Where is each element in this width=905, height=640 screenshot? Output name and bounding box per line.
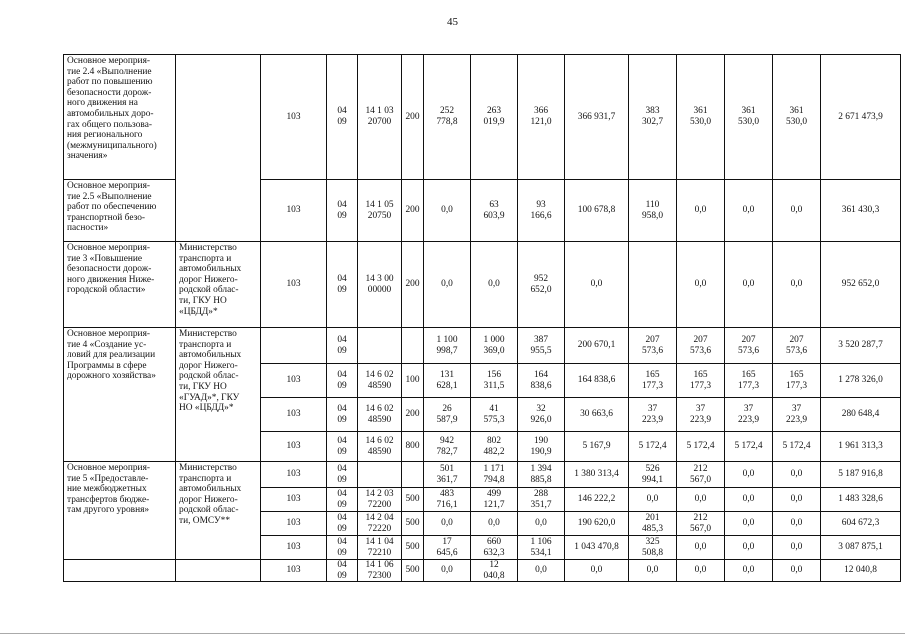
table-row <box>64 55 901 180</box>
total-cell: 952 652,0 <box>821 242 901 328</box>
expense-type-code: 200 <box>402 55 424 180</box>
total-cell: 1 483 328,6 <box>821 488 901 512</box>
amount-cell: 0,0 <box>725 180 773 242</box>
target-article-code: 14 2 04 72220 <box>358 512 402 536</box>
target-article-code: 14 6 02 48590 <box>358 364 402 398</box>
expense-type-code: 200 <box>402 398 424 432</box>
total-cell: 280 648,4 <box>821 398 901 432</box>
expense-type-code: 500 <box>402 536 424 560</box>
amount-cell: 0,0 <box>725 488 773 512</box>
amount-cell: 0,0 <box>518 560 565 582</box>
amount-cell: 37 223,9 <box>677 398 725 432</box>
amount-cell: 37 223,9 <box>773 398 821 432</box>
amount-cell: 30 663,6 <box>565 398 629 432</box>
section-code: 04 09 <box>327 364 358 398</box>
amount-cell: 110 958,0 <box>629 180 677 242</box>
amount-cell: 201 485,3 <box>629 512 677 536</box>
amount-cell: 165 177,3 <box>677 364 725 398</box>
amount-cell: 165 177,3 <box>773 364 821 398</box>
amount-cell: 0,0 <box>424 180 471 242</box>
amount-cell: 41 575,3 <box>471 398 518 432</box>
amount-cell: 32 926,0 <box>518 398 565 432</box>
target-article-code: 14 6 02 48590 <box>358 432 402 462</box>
grbs-code: 103 <box>261 242 327 328</box>
table-row <box>64 242 901 328</box>
amount-cell: 26 587,9 <box>424 398 471 432</box>
amount-cell: 5 167,9 <box>565 432 629 462</box>
grbs-code: 103 <box>261 462 327 488</box>
total-cell: 2 671 473,9 <box>821 55 901 180</box>
amount-cell: 200 670,1 <box>565 328 629 364</box>
amount-cell: 63 603,9 <box>471 180 518 242</box>
amount-cell: 0,0 <box>424 512 471 536</box>
target-article-code: 14 1 06 72300 <box>358 560 402 582</box>
amount-cell: 0,0 <box>471 242 518 328</box>
amount-cell <box>629 242 677 328</box>
amount-cell: 131 628,1 <box>424 364 471 398</box>
amount-cell: 325 508,8 <box>629 536 677 560</box>
amount-cell: 483 716,1 <box>424 488 471 512</box>
measure-name: Основное мероприя- тие 2.4 «Выполнение работ по повышению безопасности дорож- ного движения на автомобильных доро- гах общего пользова- ния регионального (межмуниципального) значения» <box>64 55 176 180</box>
amount-cell: 93 166,6 <box>518 180 565 242</box>
section-code: 04 09 <box>327 432 358 462</box>
total-cell: 361 430,3 <box>821 180 901 242</box>
amount-cell: 361 530,0 <box>725 55 773 180</box>
measure-name: Основное мероприя- тие 2.5 «Выполнение работ по обеспечению транспортной безо- пасности» <box>64 180 176 242</box>
amount-cell: 361 530,0 <box>677 55 725 180</box>
measure-name: Основное мероприя- тие 5 «Предоставле- ние межбюджетных трансфертов бюдже- там другого уровня» <box>64 462 176 560</box>
section-code: 04 09 <box>327 180 358 242</box>
amount-cell: 366 121,0 <box>518 55 565 180</box>
amount-cell: 164 838,6 <box>565 364 629 398</box>
executor-cell: Министерство транспорта и автомобильных дорог Нижего- родской облас- ти, ОМСУ** <box>176 462 261 560</box>
section-code: 04 09 <box>327 242 358 328</box>
amount-cell: 207 573,6 <box>677 328 725 364</box>
amount-cell: 146 222,2 <box>565 488 629 512</box>
amount-cell: 660 632,3 <box>471 536 518 560</box>
expense-type-code <box>402 462 424 488</box>
amount-cell: 383 302,7 <box>629 55 677 180</box>
amount-cell: 0,0 <box>773 560 821 582</box>
target-article-code: 14 1 03 20700 <box>358 55 402 180</box>
scan-edge-line <box>0 633 905 634</box>
grbs-code: 103 <box>261 560 327 582</box>
amount-cell: 526 994,1 <box>629 462 677 488</box>
amount-cell: 499 121,7 <box>471 488 518 512</box>
amount-cell: 0,0 <box>677 180 725 242</box>
amount-cell: 100 678,8 <box>565 180 629 242</box>
budget-table <box>63 54 901 582</box>
amount-cell: 37 223,9 <box>725 398 773 432</box>
table-row <box>64 462 901 488</box>
amount-cell: 207 573,6 <box>629 328 677 364</box>
measure-name: Основное мероприя- тие 3 «Повышение безопасности дорож- ного движения Ниже- городской области» <box>64 242 176 328</box>
amount-cell: 263 019,9 <box>471 55 518 180</box>
expense-type-code: 500 <box>402 560 424 582</box>
amount-cell: 0,0 <box>773 488 821 512</box>
target-article-code: 14 1 04 72210 <box>358 536 402 560</box>
amount-cell: 942 782,7 <box>424 432 471 462</box>
expense-type-code: 500 <box>402 512 424 536</box>
section-code: 04 09 <box>327 536 358 560</box>
grbs-code: 103 <box>261 180 327 242</box>
amount-cell: 0,0 <box>725 242 773 328</box>
amount-cell: 5 172,4 <box>629 432 677 462</box>
amount-cell: 1 171 794,8 <box>471 462 518 488</box>
executor-cell: Министерство транспорта и автомобильных дорог Нижего- родской облас- ти, ГКУ НО «ГУАД»*, ГКУ НО «ЦБДД»* <box>176 328 261 462</box>
amount-cell: 1 394 885,8 <box>518 462 565 488</box>
executor-cell: Министерство транспорта и автомобильных дорог Нижего- родской облас- ти, ГКУ НО «ЦБДД»* <box>176 242 261 328</box>
executor-cell <box>176 55 261 242</box>
amount-cell: 1 000 369,0 <box>471 328 518 364</box>
executor-cell <box>176 560 261 582</box>
expense-type-code: 200 <box>402 180 424 242</box>
measure-name <box>64 560 176 582</box>
amount-cell: 501 361,7 <box>424 462 471 488</box>
amount-cell: 366 931,7 <box>565 55 629 180</box>
amount-cell: 0,0 <box>677 560 725 582</box>
table-row <box>64 328 901 364</box>
amount-cell: 0,0 <box>677 242 725 328</box>
amount-cell: 207 573,6 <box>725 328 773 364</box>
section-code: 04 09 <box>327 328 358 364</box>
amount-cell: 288 351,7 <box>518 488 565 512</box>
target-article-code <box>358 328 402 364</box>
amount-cell: 0,0 <box>518 512 565 536</box>
grbs-code: 103 <box>261 55 327 180</box>
amount-cell: 190 190,9 <box>518 432 565 462</box>
grbs-code: 103 <box>261 536 327 560</box>
amount-cell: 5 172,4 <box>725 432 773 462</box>
amount-cell: 165 177,3 <box>725 364 773 398</box>
target-article-code: 14 1 05 20750 <box>358 180 402 242</box>
amount-cell: 802 482,2 <box>471 432 518 462</box>
grbs-code: 103 <box>261 432 327 462</box>
amount-cell: 212 567,0 <box>677 462 725 488</box>
expense-type-code: 100 <box>402 364 424 398</box>
amount-cell: 0,0 <box>629 488 677 512</box>
amount-cell: 5 172,4 <box>773 432 821 462</box>
expense-type-code: 200 <box>402 242 424 328</box>
amount-cell: 5 172,4 <box>677 432 725 462</box>
amount-cell: 12 040,8 <box>471 560 518 582</box>
amount-cell: 1 100 998,7 <box>424 328 471 364</box>
amount-cell: 0,0 <box>677 488 725 512</box>
total-cell: 604 672,3 <box>821 512 901 536</box>
section-code: 04 09 <box>327 488 358 512</box>
target-article-code: 14 6 02 48590 <box>358 398 402 432</box>
amount-cell: 0,0 <box>565 560 629 582</box>
amount-cell: 0,0 <box>725 536 773 560</box>
amount-cell: 361 530,0 <box>773 55 821 180</box>
section-code: 04 09 <box>327 398 358 432</box>
amount-cell: 17 645,6 <box>424 536 471 560</box>
section-code: 04 09 <box>327 462 358 488</box>
target-article-code <box>358 462 402 488</box>
amount-cell: 1 380 313,4 <box>565 462 629 488</box>
grbs-code <box>261 328 327 364</box>
grbs-code: 103 <box>261 488 327 512</box>
expense-type-code: 500 <box>402 488 424 512</box>
amount-cell: 0,0 <box>773 242 821 328</box>
grbs-code: 103 <box>261 398 327 432</box>
amount-cell: 207 573,6 <box>773 328 821 364</box>
total-cell: 1 278 326,0 <box>821 364 901 398</box>
amount-cell: 37 223,9 <box>629 398 677 432</box>
amount-cell: 156 311,5 <box>471 364 518 398</box>
amount-cell: 1 043 470,8 <box>565 536 629 560</box>
target-article-code: 14 2 03 72200 <box>358 488 402 512</box>
expense-type-code <box>402 328 424 364</box>
amount-cell: 164 838,6 <box>518 364 565 398</box>
total-cell: 3 087 875,1 <box>821 536 901 560</box>
grbs-code: 103 <box>261 512 327 536</box>
amount-cell: 165 177,3 <box>629 364 677 398</box>
total-cell: 12 040,8 <box>821 560 901 582</box>
amount-cell: 1 106 534,1 <box>518 536 565 560</box>
amount-cell: 387 955,5 <box>518 328 565 364</box>
section-code: 04 09 <box>327 512 358 536</box>
amount-cell: 0,0 <box>773 180 821 242</box>
total-cell: 5 187 916,8 <box>821 462 901 488</box>
measure-name: Основное мероприя- тие 4 «Создание ус- ловий для реализации Программы в сфере дорожного хозяйства» <box>64 328 176 462</box>
amount-cell: 0,0 <box>424 560 471 582</box>
section-code: 04 09 <box>327 560 358 582</box>
amount-cell: 0,0 <box>471 512 518 536</box>
amount-cell: 0,0 <box>725 462 773 488</box>
expense-type-code: 800 <box>402 432 424 462</box>
target-article-code: 14 3 00 00000 <box>358 242 402 328</box>
table-row <box>64 560 901 582</box>
amount-cell: 0,0 <box>725 512 773 536</box>
amount-cell: 0,0 <box>773 462 821 488</box>
amount-cell: 0,0 <box>424 242 471 328</box>
amount-cell: 252 778,8 <box>424 55 471 180</box>
amount-cell: 0,0 <box>565 242 629 328</box>
amount-cell: 212 567,0 <box>677 512 725 536</box>
total-cell: 3 520 287,7 <box>821 328 901 364</box>
page-number: 45 <box>447 16 458 28</box>
section-code: 04 09 <box>327 55 358 180</box>
total-cell: 1 961 313,3 <box>821 432 901 462</box>
amount-cell: 0,0 <box>725 560 773 582</box>
amount-cell: 952 652,0 <box>518 242 565 328</box>
amount-cell: 0,0 <box>773 512 821 536</box>
amount-cell: 0,0 <box>773 536 821 560</box>
amount-cell: 190 620,0 <box>565 512 629 536</box>
grbs-code: 103 <box>261 364 327 398</box>
amount-cell: 0,0 <box>677 536 725 560</box>
amount-cell: 0,0 <box>629 560 677 582</box>
